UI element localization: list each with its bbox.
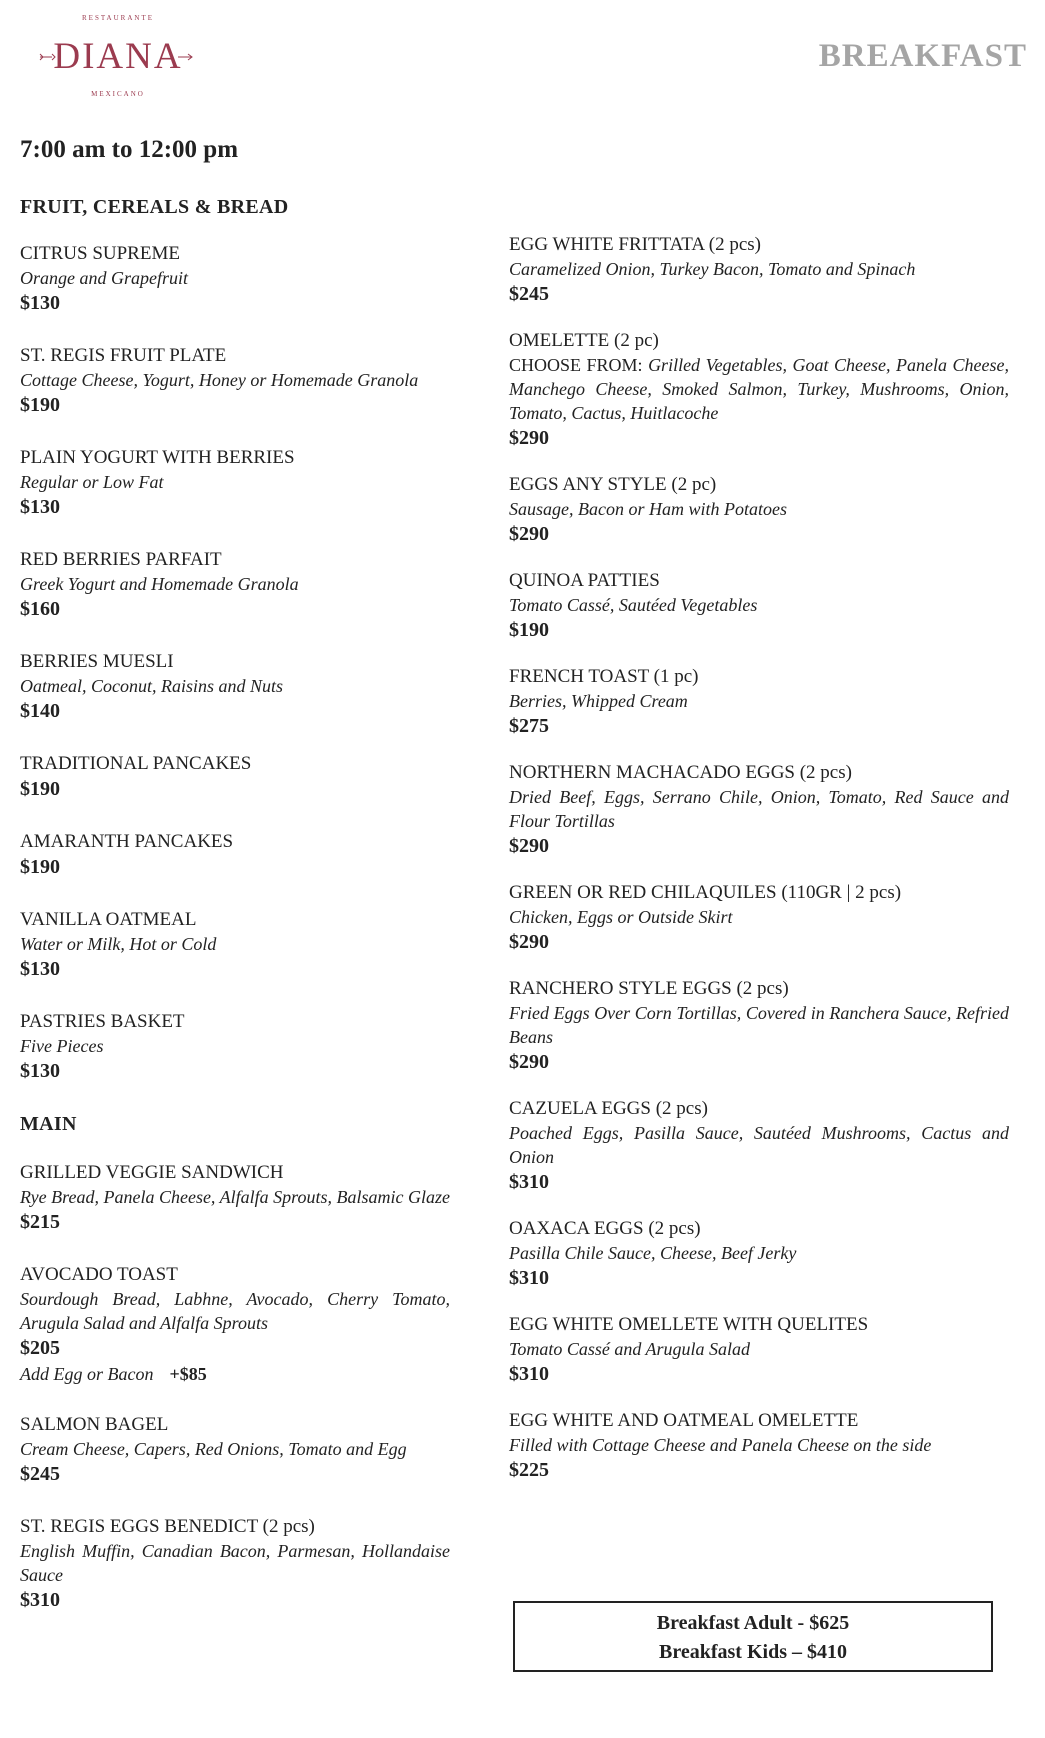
item-desc: Poached Eggs, Pasilla Sauce, Sautéed Mushrooms, Cactus and Onion	[509, 1123, 1009, 1167]
item-name: QUINOA PATTIES	[509, 570, 660, 591]
item-desc: Cream Cheese, Capers, Red Onions, Tomato and Egg	[20, 1439, 407, 1459]
service-hours: 7:00 am to 12:00 pm	[20, 136, 239, 163]
item-name: VANILLA OATMEAL	[20, 909, 197, 930]
item-price: $225	[509, 1459, 549, 1481]
item-name: RANCHERO STYLE EGGS (2 pcs)	[509, 978, 789, 999]
item-price: $190	[20, 778, 60, 800]
right-column	[509, 232, 1009, 1484]
item-price: $290	[509, 931, 549, 953]
menu-item	[20, 1160, 450, 1236]
menu-item	[509, 1408, 1009, 1484]
menu-item	[509, 664, 1009, 740]
addon-label: Add Egg or Bacon	[20, 1364, 154, 1384]
item-price: $310	[20, 1589, 60, 1611]
item-name: BERRIES MUESLI	[20, 651, 174, 672]
item-desc-text: Grilled Vegetables, Goat Cheese, Panela Cheese, Manchego Cheese, Smoked Salmon, Turkey, Mushrooms, Onion, Tomato, Cactus, Huitlacoche	[509, 355, 1010, 423]
menu-item	[509, 880, 1009, 956]
item-name: OMELETTE (2 pc)	[509, 330, 659, 351]
item-desc: Regular or Low Fat	[20, 472, 164, 492]
page-title: BREAKFAST	[818, 38, 1027, 74]
item-price: $310	[509, 1363, 549, 1385]
menu-item	[509, 232, 1009, 308]
item-name: GRILLED VEGGIE SANDWICH	[20, 1162, 284, 1183]
logo-name: DIANA	[53, 36, 183, 77]
menu-item	[20, 907, 450, 983]
item-desc: Orange and Grapefruit	[20, 268, 188, 288]
item-price: $310	[509, 1171, 549, 1193]
menu-item	[20, 649, 450, 725]
menu-item	[509, 472, 1009, 548]
menu-item	[20, 1514, 450, 1614]
menu-item	[509, 1216, 1009, 1292]
item-name: ST. REGIS EGGS BENEDICT (2 pcs)	[20, 1516, 315, 1537]
item-desc: Tomato Cassé, Sautéed Vegetables	[509, 595, 758, 615]
item-desc: Dried Beef, Eggs, Serrano Chile, Onion, Tomato, Red Sauce and Flour Tortillas	[509, 787, 1009, 831]
item-desc: Cottage Cheese, Yogurt, Honey or Homemade Granola	[20, 370, 419, 390]
item-name: AVOCADO TOAST	[20, 1264, 178, 1285]
item-addon	[20, 1362, 450, 1386]
item-name: ST. REGIS FRUIT PLATE	[20, 345, 227, 366]
menu-item	[509, 1312, 1009, 1388]
left-column	[20, 196, 450, 1614]
item-price: $275	[509, 715, 549, 737]
menu-item	[509, 1096, 1009, 1196]
item-price: $130	[20, 496, 60, 518]
menu-item	[509, 568, 1009, 644]
item-desc: Sausage, Bacon or Ham with Potatoes	[509, 499, 787, 519]
menu-item	[509, 328, 1009, 452]
menu-item	[20, 343, 450, 419]
item-name: TRADITIONAL PANCAKES	[20, 753, 252, 774]
item-price: $190	[509, 619, 549, 641]
item-name: AMARANTH PANCAKES	[20, 831, 234, 852]
item-desc: Berries, Whipped Cream	[509, 691, 688, 711]
item-price: $205	[20, 1337, 60, 1359]
menu-item	[509, 760, 1009, 860]
item-desc: Water or Milk, Hot or Cold	[20, 934, 217, 954]
item-desc: Filled with Cottage Cheese and Panela Cheese on the side	[509, 1435, 932, 1455]
item-desc: Fried Eggs Over Corn Tortillas, Covered in Ranchera Sauce, Refried Beans	[509, 1003, 1009, 1047]
item-desc: Greek Yogurt and Homemade Granola	[20, 574, 299, 594]
item-name: GREEN OR RED CHILAQUILES (110GR | 2 pcs)	[509, 882, 902, 903]
item-price: $190	[20, 394, 60, 416]
item-desc: Sourdough Bread, Labhne, Avocado, Cherry Tomato, Arugula Salad and Alfalfa Sprouts	[20, 1289, 450, 1333]
item-name: EGGS ANY STYLE (2 pc)	[509, 474, 717, 495]
item-name: CITRUS SUPREME	[20, 243, 180, 264]
menu-item	[20, 1412, 450, 1488]
item-name: PASTRIES BASKET	[20, 1011, 185, 1032]
menu-item	[509, 976, 1009, 1076]
item-name: SALMON BAGEL	[20, 1414, 169, 1435]
item-price: $160	[20, 598, 60, 620]
logo-bottom-text: MEXICANO	[91, 90, 145, 98]
buffet-adult-price: Breakfast Adult - $625	[656, 1612, 850, 1634]
menu-item	[20, 547, 450, 623]
menu-item	[20, 241, 450, 317]
item-price: $215	[20, 1211, 60, 1233]
item-name: CAZUELA EGGS (2 pcs)	[509, 1098, 708, 1119]
item-price: $130	[20, 1060, 60, 1082]
item-name: EGG WHITE FRITTATA (2 pcs)	[509, 234, 762, 255]
item-price: $130	[20, 292, 60, 314]
item-price: $245	[20, 1463, 60, 1485]
item-name: RED BERRIES PARFAIT	[20, 549, 222, 570]
item-price: $130	[20, 958, 60, 980]
menu-item	[20, 445, 450, 521]
logo-top-text: RESTAURANTE	[82, 14, 154, 22]
item-name: EGG WHITE OMELLETE WITH QUELITES	[509, 1314, 869, 1335]
item-desc: English Muffin, Canadian Bacon, Parmesan, Hollandaise Sauce	[20, 1541, 450, 1585]
item-desc: Five Pieces	[20, 1036, 104, 1056]
addon-price: +$85	[169, 1364, 207, 1384]
item-price: $290	[509, 523, 549, 545]
item-price: $290	[509, 427, 549, 449]
item-price: $290	[509, 1051, 549, 1073]
menu-item	[20, 829, 450, 881]
item-price: $310	[509, 1267, 549, 1289]
item-desc: Chicken, Eggs or Outside Skirt	[509, 907, 733, 927]
item-price: $190	[20, 856, 60, 878]
item-desc: Rye Bread, Panela Cheese, Alfalfa Sprouts, Balsamic Glaze	[20, 1187, 450, 1207]
buffet-price-box	[513, 1601, 993, 1672]
menu-item	[20, 1009, 450, 1085]
item-desc	[509, 353, 1009, 425]
item-price: $290	[509, 835, 549, 857]
item-name: PLAIN YOGURT WITH BERRIES	[20, 447, 295, 468]
item-price: $245	[509, 283, 549, 305]
item-desc: Oatmeal, Coconut, Raisins and Nuts	[20, 676, 284, 696]
menu-item	[20, 751, 450, 803]
buffet-kids-price: Breakfast Kids – $410	[659, 1641, 847, 1663]
item-price: $140	[20, 700, 60, 722]
item-name: OAXACA EGGS (2 pcs)	[509, 1218, 701, 1239]
restaurant-logo	[38, 8, 198, 103]
section-title-main: MAIN	[20, 1113, 77, 1135]
menu-item	[20, 1262, 450, 1386]
item-name: NORTHERN MACHACADO EGGS (2 pcs)	[509, 762, 852, 783]
item-desc-lead: CHOOSE FROM:	[509, 355, 643, 375]
section-title-fruit: FRUIT, CEREALS & BREAD	[20, 196, 289, 218]
item-name: FRENCH TOAST (1 pc)	[509, 666, 699, 687]
item-desc: Tomato Cassé and Arugula Salad	[509, 1339, 751, 1359]
item-desc: Caramelized Onion, Turkey Bacon, Tomato and Spinach	[509, 259, 916, 279]
item-name: EGG WHITE AND OATMEAL OMELETTE	[509, 1410, 859, 1431]
item-desc: Pasilla Chile Sauce, Cheese, Beef Jerky	[509, 1243, 797, 1263]
